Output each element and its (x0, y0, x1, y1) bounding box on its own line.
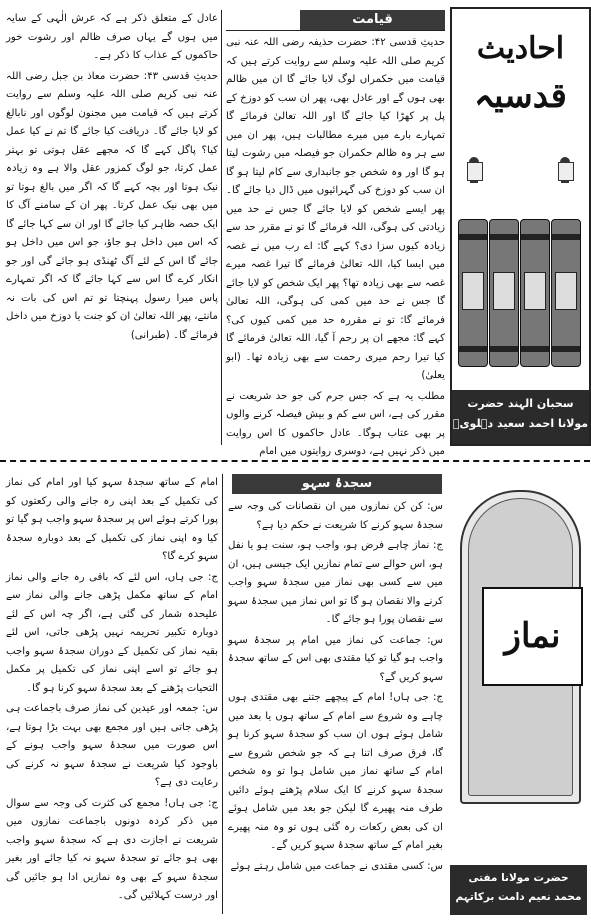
lantern-icon (466, 157, 482, 183)
hadith-42-explanation: مطلب یہ ہے کہ جس جرم کی جو حد شریعت نے مقرر کی ہے، اس سے کم و بیش فیصلہ کرنے والوں پر بھی عتاب ہوگا۔ عادل حاکموں کا اس روایت میں ذکر نہیں ہے، دوسری روایتوں میں امام (226, 390, 445, 457)
ahadith-title-line1: احادیث (476, 31, 565, 66)
namaz-author-caption (450, 865, 587, 915)
mihrab-arch-frame (460, 490, 581, 804)
qa-paragraph: ج: جی ہاں، اس لئے کہ باقی رہ جانے والی نماز امام کے ساتھ مکمل پڑھی جانے والی نماز سے علیحدہ شمار کی گئی ہے، اگر چہ اس کے لئے دوبارہ تکبیر تحریمہ نہیں پڑھی جاتی، اس لئے بقیہ نماز کی تکمیل کے دوران سجدۂ سہو واجب ہو جائے تو اسے اپنی نماز کی تکمیل پر مکمل التحیات پڑھنے کے بعد سجدۂ سہو کرنا ہو گا۔ (6, 571, 218, 694)
namaz-calligraphy: نماز (482, 587, 583, 686)
ahadith-caption-line2: مولانا احمد سعید دہلویؒ (452, 417, 589, 430)
qa-paragraph: س: کن کن نمازوں میں ان نقصانات کی وجہ سے سجدۂ سہو کرنے کا شریعت نے حکم دیا ہے؟ (228, 501, 443, 531)
books-illustration (458, 219, 583, 367)
sajda-sahw-heading: سجدۂ سہو (232, 474, 442, 494)
ahadith-qudsiya-panel (450, 7, 591, 446)
top-heading-rule (226, 30, 445, 31)
adil-paragraph: عادل کے متعلق ذکر ہے کہ عرش الٰہی کے سایہ میں ہوں گے یہاں صرف ظالم اور رشوت خور حاکموں کے عذاب کا ذکر ہے۔ (6, 13, 218, 61)
qa-paragraph: امام کے ساتھ سجدۂ سہو کیا اور امام کی نماز کی تکمیل کے بعد اپنی رہ جانے والی رکعتوں کو پورا کرتے ہوئے اس پر سجدۂ سہو واجب ہو گیا تو کیا وہ اپنی نماز کی تکمیل کے بعد دوبارہ سجدۂ سہو کرے گا؟ (6, 477, 218, 562)
ahadith-calligraphy (460, 27, 581, 137)
sajda-left-column (6, 474, 218, 914)
qiyamat-right-column (226, 34, 445, 457)
hadith-42-paragraph: حدیثِ قدسی ۴۲: حضرت حذیفہ رضی اللہ عنہ نبی کریم صلی اللہ علیہ وسلم سے روایت کرتے ہیں کہ قیامت میں حکمراں لوگ لایا جائے گا ان میں ظالم بھی ہوں گے اور عادل بھی، پھر ان سب کو دوزخ کے پل پر کھڑا کیا جائے گا اور اللہ تعالیٰ فرمائے گا تمہارے بارے میں میرے مطالبات ہیں، پھر ان میں سے ہر وہ ظالم حکمران جو فیصلہ میں رشوت لیتا ہو گا اور وہ شخص جو جانبداری سے کام لیتا ہو گا ان سب کو دوزخ کی گہرائیوں میں ڈال دیا جائے گا۔ پھر ایسے شخص کو لایا جائے گا جس نے حد میں زیادتی کی ہوگی، اللہ فرمائے گا تو نے مقرر حد سے زیادہ کیوں سزا دی؟ کہے گا: اے رب میں نے غصہ میں ایسا کیا، اللہ تعالیٰ فرمائے گا تیرا غصہ میرے غصہ سے بھی زیادہ تھا؟ پھر ایک شخص کو لایا جائے گا جس نے حد میں کمی کی ہوگی، اللہ تعالیٰ فرمائے گا: تو نے مقررہ حد میں کمی کیوں کی؟ کہے گا: مجھے ان پر رحم آ گیا، اللہ تعالیٰ فرمائے گا کیا تیرا رحم میری رحمت سے بھی زیادہ تھا۔ (ابو یعلیٰ) (226, 37, 445, 381)
lantern-icon (557, 157, 573, 183)
sajda-right-column (228, 498, 443, 916)
qiyamat-heading: قیامت (300, 10, 445, 30)
column-divider-top (221, 10, 222, 445)
book-icon (489, 219, 519, 367)
qa-paragraph: س: جماعت کی نماز میں امام پر سجدۂ سہو واجب ہو گیا تو کیا مقتدی بھی اس کے ساتھ سجدۂ سہو کریں گے؟ (228, 634, 443, 683)
ahadith-caption-line1: سحبان الہند حضرت (467, 397, 574, 410)
book-icon (458, 219, 488, 367)
qa-paragraph: س: جمعہ اور عیدین کی نماز صرف باجماعت ہی پڑھی جاتی ہیں اور مجمع بھی بہت بڑا ہوتا ہے، اس صورت میں سجدۂ سہو واجب ہونے کے باوجود کیا شریعت نے سجدۂ سہو نہ کرنے کی رعایت دی ہے؟ (6, 703, 218, 788)
qa-paragraph: س: کسی مقتدی نے جماعت میں شامل رہتے ہوئے (230, 860, 443, 872)
hadith-43-paragraph: حدیثِ قدسی ۴۳: حضرت معاذ بن جبل رضی اللہ عنہ نبی کریم صلی اللہ علیہ وسلم سے روایت کرتے ہیں کہ قیامت میں مجنون لوگوں اور نابالغ کو لایا جائے گا۔ دریافت کیا جائے گا تم نے کیا عمل کیا؟ پاگل کہے گا کہ مجھے عقل ہوتی تو بہتر عمل کرتا، جو لوگ کمزور عقل والا ہے وہ زیادہ نیک ہوتا اور بچہ کہے گا کہ اگر میں بالغ ہوتا تو میں بھی نیک عمل کرتا۔ پھر ان کے سامنے آگ کا ایک حصہ ظاہر کیا جائے گا اور ان سے کہا جائے گا کہ اس میں داخل ہو جاؤ، جو اس میں داخل ہو جائے گا اس کے لئے آگ ٹھنڈی ہو جائے گی اور جو انکار کرے گا اس سے کہا جائے گا کہ اگر تمہارے پاس میرا رسول پہنچتا تو تم اس کی بات نہ مانتے، پھر اللہ تعالیٰ ان کو جنت یا دوزخ میں داخل فرمائے گا۔ (طبرانی) (6, 70, 218, 341)
namaz-caption-line1: حضرت مولانا مفتی (468, 872, 569, 884)
column-divider-bottom (222, 474, 223, 914)
qa-paragraph: ج: نماز چاہے فرض ہو، واجب ہو، سنت ہو یا نفل ہو، اس حوالے سے تمام نمازیں ایک جیسی ہیں، ان میں سے کسی بھی نماز میں سجدۂ سہو واجب کرنے والا نقصان ہو گا تو اس نماز میں سجدۂ سہو سے نقصان پورا ہو جائے گا۔ (228, 540, 443, 625)
namaz-caption-line2: محمد نعیم دامت برکاتہم (455, 891, 582, 903)
section-separator (0, 460, 590, 462)
ahadith-author-caption (452, 390, 589, 444)
namaz-panel (450, 480, 587, 915)
book-icon (520, 219, 550, 367)
qiyamat-left-column (6, 10, 218, 444)
qa-paragraph: ج: جی ہاں! مجمع کی کثرت کی وجہ سے سوال میں ذکر کردہ دونوں باجماعت نمازوں میں شریعت نے اجازت دی ہے کہ سجدۂ سہو واجب بھی ہو جائے تو سجدۂ سہو نہ کیا جائے اور بغیر سجدۂ سہو کے بھی وہ نمازیں ادا ہو جائیں گی اور درست کہلائیں گی۔ (6, 797, 218, 901)
book-icon (551, 219, 581, 367)
ahadith-title-line2: قدسیہ (474, 76, 567, 116)
qa-paragraph: ج: جی ہاں! امام کے پیچھے جتنے بھی مقتدی ہوں چاہے وہ شروع سے امام کے ساتھ ہوں یا بعد میں شامل ہوئے ہوں ان سب کو سجدۂ سہو کرنا ہو گا، فرق صرف اتنا ہے کہ جو شخص شروع سے امام کے ساتھ نماز میں شامل ہوا تو وہ شخص سجدۂ سہو کرنے کا ایک سلام پڑھتے ہوئے دائیں طرف منہ پھیرے گا لیکن جو بعد میں شامل ہوئے ان کی بعض رکعات رہ گئی ہوں تو وہ منہ پھیرے بغیر امام کے ساتھ سجدۂ سہو کریں گے۔ (228, 692, 443, 851)
